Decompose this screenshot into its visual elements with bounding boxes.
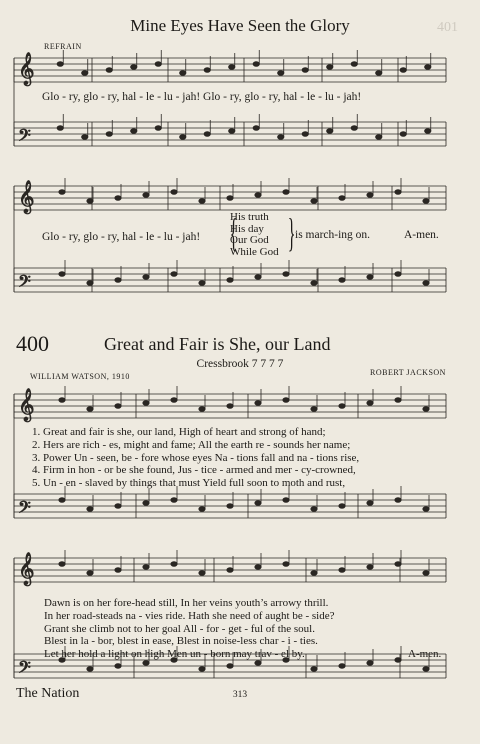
option-line: His truth (230, 211, 269, 223)
option-line: Our God (230, 234, 269, 246)
note-head (87, 199, 93, 204)
verse-line: Grant she climb not to her goal All - for - get - ful of the soul. (44, 622, 315, 635)
note-head (227, 504, 233, 509)
note-head (367, 275, 373, 280)
note-head (327, 129, 333, 134)
note-head (339, 504, 345, 509)
ghost-page-number: 401 (437, 20, 458, 35)
note-head (395, 190, 401, 195)
note-head (115, 196, 121, 201)
note-head (199, 507, 205, 512)
note-head (143, 661, 149, 666)
note-head (171, 562, 177, 567)
note-head (115, 404, 121, 409)
note-head (311, 281, 317, 286)
note-head (395, 498, 401, 503)
treble-clef: 𝄞 (18, 180, 35, 213)
marching-lyric: is march-ing on. (295, 229, 371, 241)
note-head (367, 401, 373, 406)
note-head (57, 126, 63, 131)
treble-clef: 𝄞 (18, 552, 35, 585)
note-head (311, 507, 317, 512)
note-head (59, 562, 65, 567)
note-head (87, 571, 93, 576)
note-head (283, 272, 289, 277)
lyric-line: Glo - ry, glo - ry, hal - le - lu - jah! (42, 231, 201, 243)
verse-block-a (32, 426, 359, 490)
note-head (199, 667, 205, 672)
note-head (57, 62, 63, 67)
note-head (155, 62, 161, 67)
note-head (423, 667, 429, 672)
verse-line: In her road-steads na - vies ride. Hath she need of aught be - side? (44, 609, 335, 622)
note-head (59, 272, 65, 277)
note-head (423, 507, 429, 512)
note-head (199, 407, 205, 412)
verse-line: Blest in la - bor, blest in ease, Blest in noise-less char - i - ties. (44, 635, 318, 648)
lyric-line: Glo - ry, glo - ry, hal - le - lu - jah! Glo - ry, glo - ry, hal - le - lu - jah! (42, 91, 362, 103)
note-head (59, 398, 65, 403)
note-head (283, 190, 289, 195)
note-head (82, 71, 88, 76)
hymn-title-2: Great and Fair is She, our Land (104, 334, 331, 354)
note-head (255, 565, 261, 570)
note-head (131, 129, 137, 134)
note-head (400, 68, 406, 73)
note-head (227, 568, 233, 573)
note-head (180, 135, 186, 140)
note-head (204, 132, 210, 137)
tune-name: Cressbrook 7 7 7 7 (196, 358, 284, 370)
note-head (255, 661, 261, 666)
note-head (255, 275, 261, 280)
note-head (395, 562, 401, 567)
treble-clef: 𝄞 (18, 52, 35, 85)
note-head (171, 190, 177, 195)
note-head (283, 398, 289, 403)
note-head (59, 190, 65, 195)
amen-label-2: A-men. (408, 648, 442, 660)
author-credit: WILLIAM WATSON, 1910 (30, 372, 130, 381)
note-head (253, 62, 259, 67)
note-head (327, 65, 333, 70)
note-head (423, 281, 429, 286)
note-head (400, 132, 406, 137)
note-head (82, 135, 88, 140)
hymn-title: Mine Eyes Have Seen the Glory (130, 16, 350, 35)
option-line: His day (230, 222, 264, 235)
bass-clef: 𝄢 (18, 125, 31, 149)
note-head (311, 199, 317, 204)
note-head (87, 407, 93, 412)
note-head (229, 129, 235, 134)
note-head (311, 407, 317, 412)
note-head (171, 398, 177, 403)
composer-credit: ROBERT JACKSON (370, 368, 446, 377)
hymn-number: 400 (16, 331, 49, 356)
note-head (143, 275, 149, 280)
note-head (376, 135, 382, 140)
note-head (339, 278, 345, 283)
note-head (115, 568, 121, 573)
note-head (351, 62, 357, 67)
note-head (131, 65, 137, 70)
refrain-label: REFRAIN (44, 42, 82, 51)
note-head (395, 658, 401, 663)
note-head (283, 498, 289, 503)
note-head (278, 71, 284, 76)
note-head (106, 132, 112, 137)
note-head (278, 135, 284, 140)
note-head (171, 498, 177, 503)
note-head (199, 571, 205, 576)
note-head (115, 664, 121, 669)
note-head (367, 565, 373, 570)
note-head (227, 664, 233, 669)
note-head (180, 71, 186, 76)
note-head (143, 193, 149, 198)
note-head (367, 501, 373, 506)
note-head (106, 68, 112, 73)
note-head (229, 65, 235, 70)
note-head (351, 126, 357, 131)
amen-label: A-men. (404, 229, 439, 241)
option-line: While God (230, 245, 279, 258)
note-head (199, 281, 205, 286)
verse-line: 5. Un - en - slaved by things that must Yield full soon to moth and rust, (32, 477, 346, 490)
treble-clef: 𝄞 (18, 388, 35, 421)
note-head (367, 193, 373, 198)
note-head (87, 507, 93, 512)
note-head (255, 401, 261, 406)
right-brace: } (287, 210, 296, 255)
bass-clef: 𝄢 (18, 657, 31, 681)
note-head (367, 661, 373, 666)
verse-line: Let her hold a light on high Men un - born may trav - el by. (44, 648, 305, 661)
note-head (115, 278, 121, 283)
verse-line: 2. Hers are rich - es, might and fame; All the earth re - sounds her name; (32, 438, 351, 451)
note-head (143, 501, 149, 506)
page-number: 313 (232, 690, 248, 700)
note-head (425, 129, 431, 134)
note-head (395, 272, 401, 277)
note-head (425, 65, 431, 70)
left-brace: { (229, 210, 238, 255)
note-head (171, 272, 177, 277)
bass-clef: 𝄢 (18, 271, 31, 295)
note-head (143, 565, 149, 570)
note-head (302, 68, 308, 73)
note-head (255, 501, 261, 506)
note-head (339, 568, 345, 573)
note-head (311, 571, 317, 576)
note-head (339, 664, 345, 669)
note-head (395, 398, 401, 403)
note-head (143, 401, 149, 406)
verse-line: 3. Power Un - seen, be - fore whose eyes Na - tions fall and na - tions rise, (32, 451, 360, 464)
note-head (87, 281, 93, 286)
note-head (199, 199, 205, 204)
note-head (311, 667, 317, 672)
verse-line: 4. Firm in hon - or be she found, Jus - tice - armed and mer - cy-crowned, (32, 464, 356, 477)
note-head (227, 196, 233, 201)
note-head (283, 562, 289, 567)
note-head (423, 407, 429, 412)
note-head (423, 571, 429, 576)
note-head (376, 71, 382, 76)
note-head (155, 126, 161, 131)
note-head (115, 504, 121, 509)
note-head (339, 196, 345, 201)
section-name: The Nation (16, 686, 80, 701)
verse-line: 1. Great and fair is she, our land, High of heart and strong of hand; (32, 426, 326, 438)
note-head (59, 498, 65, 503)
verse-line: Dawn is on her fore-head still, In her veins youth’s arrowy thrill. (44, 597, 329, 609)
note-head (423, 199, 429, 204)
note-head (255, 193, 261, 198)
note-head (227, 278, 233, 283)
note-head (302, 132, 308, 137)
note-head (87, 667, 93, 672)
bass-clef: 𝄢 (18, 497, 31, 521)
note-head (227, 404, 233, 409)
verse-block-b (44, 597, 334, 661)
note-head (204, 68, 210, 73)
note-head (339, 404, 345, 409)
note-head (253, 126, 259, 131)
